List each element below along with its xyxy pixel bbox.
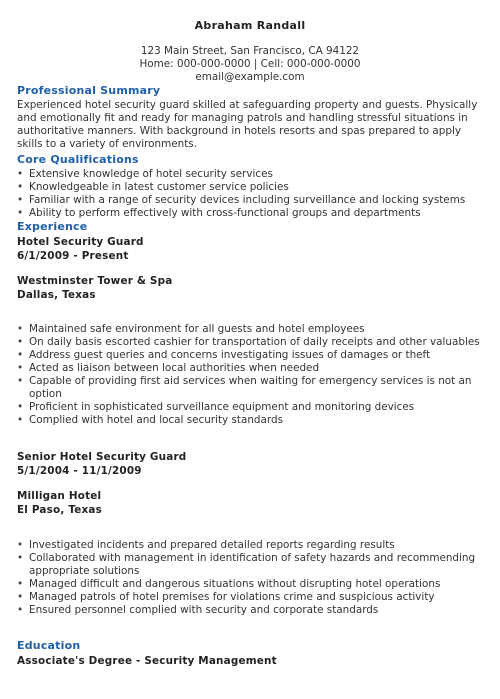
- job-dates: 6/1/2009 - Present: [17, 250, 129, 262]
- phone-numbers: Home: 000-000-0000 | Cell: 000-000-0000: [139, 58, 361, 70]
- list-item: • Extensive knowledge of hotel security services: [17, 168, 482, 181]
- list-item: • Collaborated with management in identification of safety hazards and recommending appropriate solutions: [17, 552, 482, 578]
- job-title: Hotel Security Guard: [17, 236, 144, 248]
- summary-heading: Professional Summary: [17, 84, 161, 97]
- job-title: Senior Hotel Security Guard: [17, 451, 187, 463]
- list-item: • Ensured personnel complied with security and corporate standards: [17, 604, 482, 617]
- education-heading: Education: [17, 639, 81, 652]
- list-item: • Capable of providing first aid services when waiting for emergency services is not an option: [17, 375, 482, 401]
- list-item: • Complied with hotel and local security standards: [17, 414, 482, 427]
- list-item: • Acted as liaison between local authorities when needed: [17, 362, 482, 375]
- list-item: • Familiar with a range of security devices including surveillance and locking systems: [17, 194, 482, 207]
- list-item: • Maintained safe environment for all guests and hotel employees: [17, 323, 482, 336]
- email: email@example.com: [195, 71, 305, 83]
- degree: Associate's Degree - Security Management: [17, 655, 277, 667]
- job-dates: 5/1/2004 - 11/1/2009: [17, 465, 142, 477]
- experience-heading: Experience: [17, 220, 88, 233]
- employer-location: El Paso, Texas: [17, 504, 102, 516]
- employer-location: Dallas, Texas: [17, 289, 96, 301]
- employer-name: Milligan Hotel: [17, 490, 102, 502]
- list-item: • Knowledgeable in latest customer service policies: [17, 181, 482, 194]
- qualifications-heading: Core Qualifications: [17, 153, 139, 166]
- contact-block: [0, 45, 500, 84]
- summary-text: Experienced hotel security guard skilled at safeguarding property and guests. Physically and emotionally fit and ready for managing patrols and handling stressful situations in authoritative manners. With background in hotels resorts and spas prepared to apply skills to a variety of environments.: [17, 99, 478, 150]
- job-duties-list: [17, 323, 482, 427]
- list-item: • On daily basis escorted cashier for transportation of daily receipts and other valuables: [17, 336, 482, 349]
- employer-name: Westminster Tower & Spa: [17, 275, 173, 287]
- candidate-name: Abraham Randall: [194, 19, 306, 32]
- list-item: • Proficient in sophisticated surveillance equipment and monitoring devices: [17, 401, 482, 414]
- job-duties-list: [17, 539, 482, 617]
- list-item: • Ability to perform effectively with cross-functional groups and departments: [17, 207, 482, 220]
- list-item: • Investigated incidents and prepared detailed reports regarding results: [17, 539, 482, 552]
- list-item: • Managed difficult and dangerous situations without disrupting hotel operations: [17, 578, 482, 591]
- qualifications-list: [17, 168, 482, 220]
- address: 123 Main Street, San Francisco, CA 94122: [140, 45, 360, 57]
- list-item: • Address guest queries and concerns investigating issues of damages or theft: [17, 349, 482, 362]
- list-item: • Managed patrols of hotel premises for violations crime and suspicious activity: [17, 591, 482, 604]
